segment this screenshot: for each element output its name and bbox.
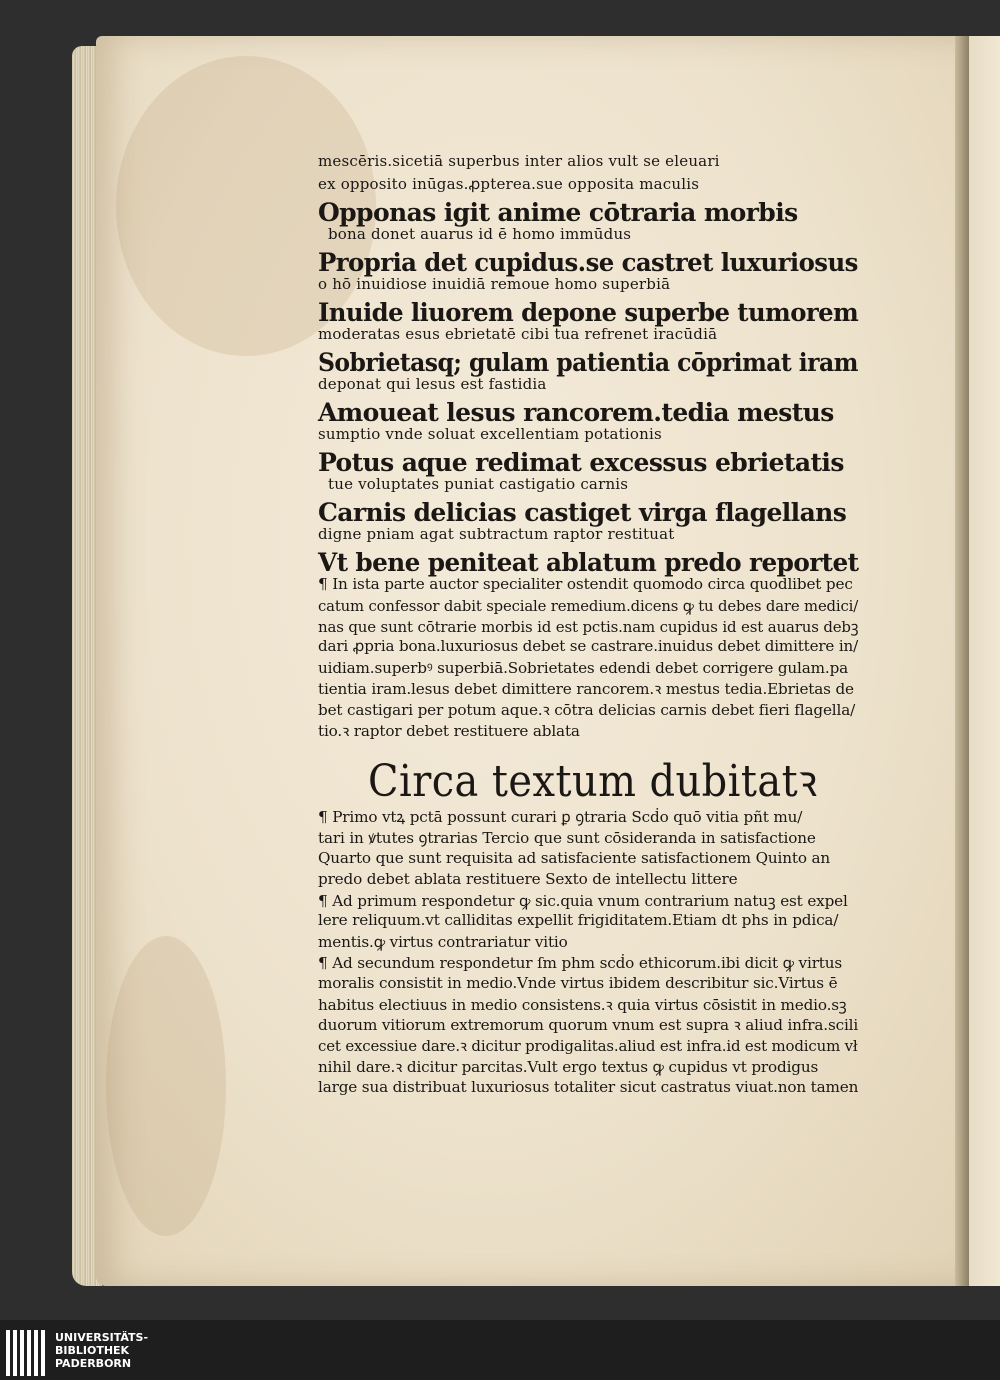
verse-line: Vt bene peniteat ablatum predo reportet [318, 548, 859, 577]
gloss-line: moderatas esus ebrietatē cibi tua refrenet iracūdiā [318, 325, 718, 343]
gloss-line: bona donet auarus id ē homo immūdus [328, 225, 632, 243]
commentary-line: ¶ Ad primum respondetur ꝙ sic.quia vnum contrarium natuꝫ est expel [318, 891, 848, 910]
gloss-line: ex opposito inūgas.ꝓpterea.sue opposita maculis [318, 175, 700, 193]
gloss-line: deponat qui lesus est fastidia [318, 375, 547, 393]
verse-line: Carnis delicias castiget virga flagellans [318, 498, 847, 527]
gloss-line: sumptio vnde soluat excellentiam potationis [318, 425, 662, 443]
gloss-line: digne pniam agat subtractum raptor restituat [318, 525, 675, 543]
verse-line: Amoueat lesus rancorem.tedia mestus [318, 398, 834, 427]
library-footer [0, 1320, 1000, 1380]
commentary-line: mentis.ꝙ virtus contrariatur vitio [318, 933, 568, 952]
logo-line-1: UNIVERSITÄTS- [55, 1331, 149, 1344]
book-gutter [955, 36, 969, 1286]
commentary-line: large sua distribuat luxuriosus totaliter sicut castratus viuat.non tamen [318, 1077, 859, 1096]
commentary-line: tio.ꝛ raptor debet restituere ablata [318, 721, 580, 740]
commentary-line: ¶ Ad secundum respondetur ſm phm scḋo ethicorum.ibi dicit ꝙ virtus [318, 954, 843, 972]
verse-line: Potus aque redimat excessus ebrietatis [318, 448, 844, 477]
verse-line: Propria det cupidus.se castret luxuriosus [318, 248, 858, 277]
verse-line: Sobrietasq; gulam patientia cōprimat iram [318, 348, 858, 377]
facing-page-edge [969, 36, 1000, 1286]
commentary-line: Quarto que sunt requisita ad satisfaciente satisfactionem Quinto an [318, 849, 831, 867]
verse-line: Inuide liuorem depone superbe tumorem [318, 298, 859, 327]
gloss-line: tue voluptates puniat castigatio carnis [328, 475, 629, 493]
commentary-line: nas que sunt cōtrarie morbis id est pctis.nam cupidus id est auarus debꝫ [318, 617, 859, 636]
logo-line-2: BIBLIOTHEK [55, 1344, 130, 1357]
library-logo-icon [6, 1330, 48, 1376]
commentary-line: catum confessor dabit speciale remedium.dicens ꝙ tu debes dare medici/ [318, 596, 859, 615]
commentary-line: ¶ In ista parte auctor specialiter ostendit quomodo circa quodlibet pec [318, 575, 853, 593]
commentary-line: tientia iram.lesus debet dimittere rancorem.ꝛ mestus tedia.Ebrietas de [318, 680, 854, 698]
commentary-line: tari in ꝟtutes ꝯtrarias Tercio que sunt cōsideranda in satisfactione [318, 829, 816, 848]
commentary-line: uidiam.superbꝰ superbiā.Sobrietates edendi debet corrigere gulam.pa [318, 659, 849, 678]
commentary-line: nihil dare.ꝛ dicitur parcitas.Vult ergo textus ꝙ cupidus vt prodigus [318, 1058, 819, 1076]
gloss-line: mescēris.sicetiā superbus inter alios vult se eleuari [318, 152, 720, 170]
gloss-line: o hō inuidiose inuidiā remoue homo superbiā [318, 275, 671, 293]
page-stain [106, 936, 226, 1236]
commentary-line: moralis consistit in medio.Vnde virtus ibidem describitur sic.Virtus ē [318, 973, 838, 992]
library-logo-text [55, 1331, 148, 1370]
commentary-line: ¶ Primo vtꝝ pctā possunt curari ꝑ ꝯtraria Scḋo quō vitia pñt mu/ [318, 808, 803, 827]
verse-line: Opponas igit anime cōtraria morbis [318, 198, 798, 227]
commentary-line: dari ꝓpria bona.luxuriosus debet se castrare.inuidus debet dimittere in/ [318, 637, 859, 656]
commentary-line: predo debet ablata restituere Sexto de intellectu littere [318, 869, 738, 888]
commentary-line: habitus electiuus in medio consistens.ꝛ quia virtus cōsistit in medio.sꝫ [318, 995, 847, 1014]
commentary-line: bet castigari per potum aque.ꝛ cōtra delicias carnis debet fieri flagella/ [318, 700, 856, 719]
logo-line-3: PADERBORN [55, 1357, 132, 1370]
commentary-line: cet excessiue dare.ꝛ dicitur prodigalitas.aliud est infra.id est modicum vł [318, 1037, 858, 1056]
commentary-line: duorum vitiorum extremorum quorum vnum est supra ꝛ aliud infra.scili [318, 1016, 859, 1035]
section-heading: Circa textum dubitatꝛ [368, 756, 818, 808]
commentary-line: lere reliquum.vt calliditas expellit frigiditatem.Etiam dt phs in pdica/ [318, 911, 839, 930]
